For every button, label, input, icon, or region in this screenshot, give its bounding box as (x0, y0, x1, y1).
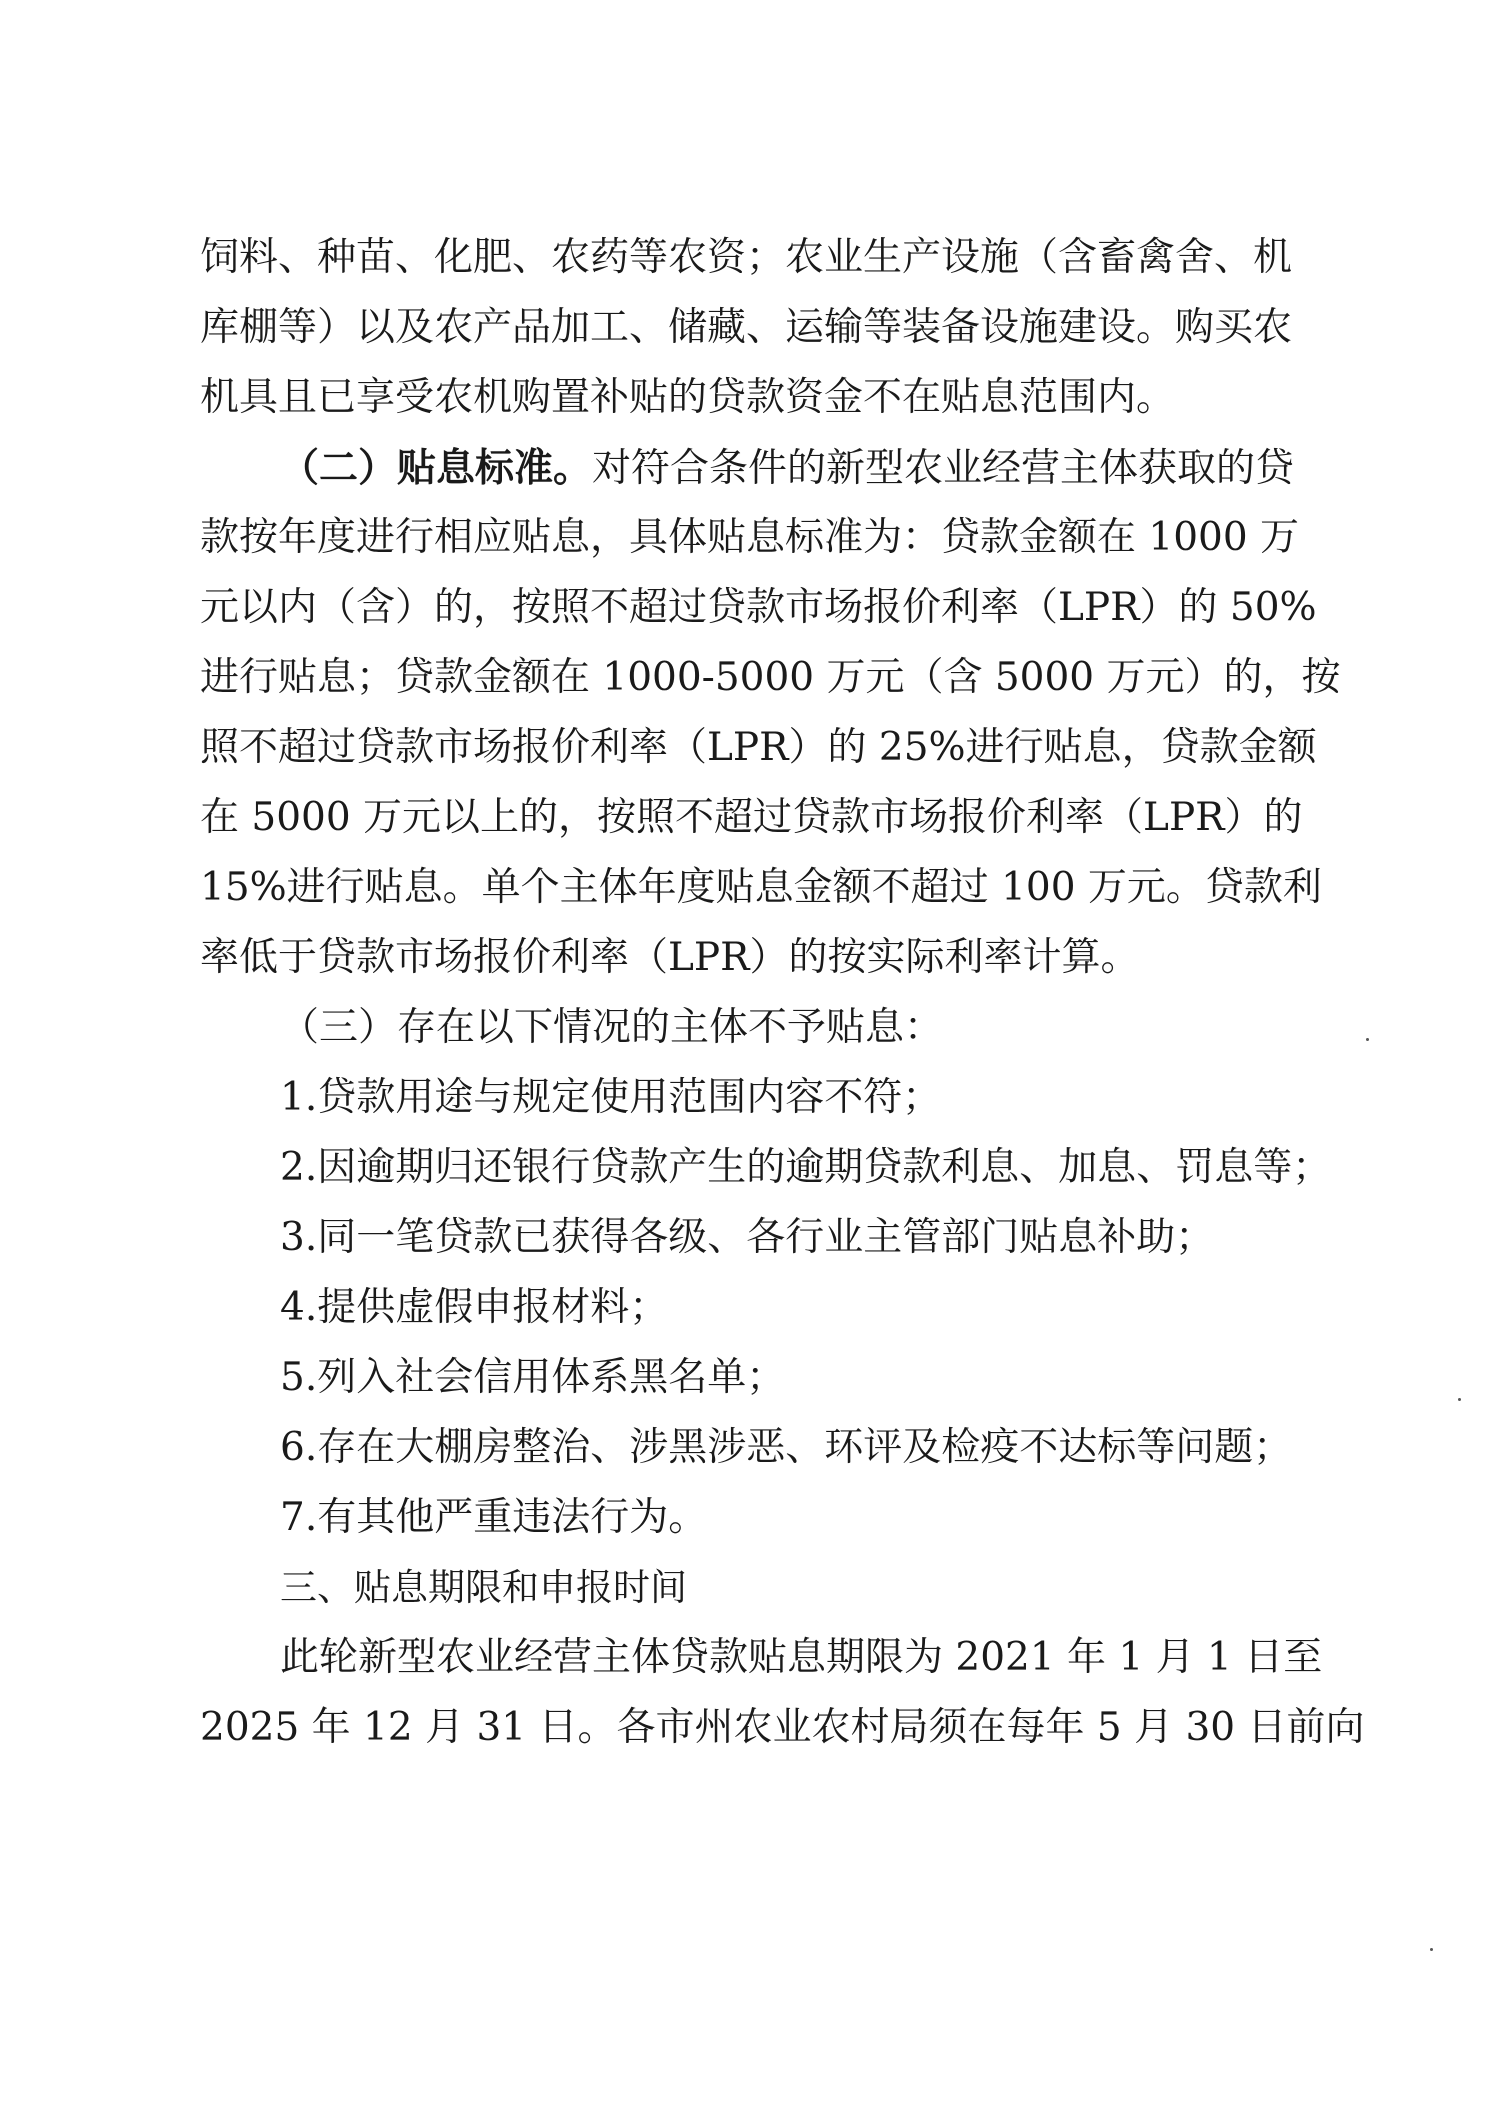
list-item: 6.存在大棚房整治、涉黑涉恶、环评及检疫不达标等问题； (280, 1425, 1293, 1470)
text-line: 15%进行贴息。单个主体年度贴息金额不超过 100 万元。贷款利 (200, 865, 1322, 910)
text-line: 此轮新型农业经营主体贷款贴息期限为 2021 年 1 月 1 日至 (280, 1635, 1323, 1680)
text-line: 元以内（含）的，按照不超过贷款市场报价利率（LPR）的 50% (200, 585, 1317, 630)
list-item: 5.列入社会信用体系黑名单； (280, 1355, 786, 1400)
list-item: 2.因逾期归还银行贷款产生的逾期贷款利息、加息、罚息等； (280, 1145, 1332, 1190)
list-item: 1.贷款用途与规定使用范围内容不符； (280, 1075, 942, 1120)
text-line (280, 438, 1295, 498)
scan-speck (1366, 1038, 1369, 1041)
section-heading: 三、贴息期限和申报时间 (280, 1566, 687, 1609)
subheading: （三）存在以下情况的主体不予贴息： (280, 1005, 944, 1050)
text-line: 进行贴息；贷款金额在 1000-5000 万元（含 5000 万元）的，按 (200, 655, 1341, 700)
text-line: 库棚等）以及农产品加工、储藏、运输等装备设施建设。购买农 (200, 305, 1293, 350)
scan-speck (1458, 1398, 1461, 1401)
scan-speck (1430, 1948, 1433, 1951)
text-line: 机具且已享受农机购置补贴的贷款资金不在贴息范围内。 (200, 375, 1176, 420)
subheading-label: （二）贴息标准。 (280, 445, 593, 491)
text-span: 对符合条件的新型农业经营主体获取的贷 (592, 446, 1295, 491)
text-line: 2025 年 12 月 31 日。各市州农业农村局须在每年 5 月 30 日前向 (200, 1705, 1365, 1750)
text-line: 照不超过贷款市场报价利率（LPR）的 25%进行贴息，贷款金额 (200, 725, 1317, 770)
list-item: 4.提供虚假申报材料； (280, 1285, 669, 1330)
text-line: 在 5000 万元以上的，按照不超过贷款市场报价利率（LPR）的 (200, 795, 1303, 840)
list-item: 3.同一笔贷款已获得各级、各行业主管部门贴息补助； (280, 1215, 1215, 1260)
text-line: 款按年度进行相应贴息，具体贴息标准为：贷款金额在 1000 万 (200, 515, 1300, 560)
text-line: 率低于贷款市场报价利率（LPR）的按实际利率计算。 (200, 935, 1140, 980)
list-item: 7.有其他严重违法行为。 (280, 1495, 708, 1540)
text-line: 饲料、种苗、化肥、农药等农资；农业生产设施（含畜禽舍、机 (200, 235, 1293, 280)
